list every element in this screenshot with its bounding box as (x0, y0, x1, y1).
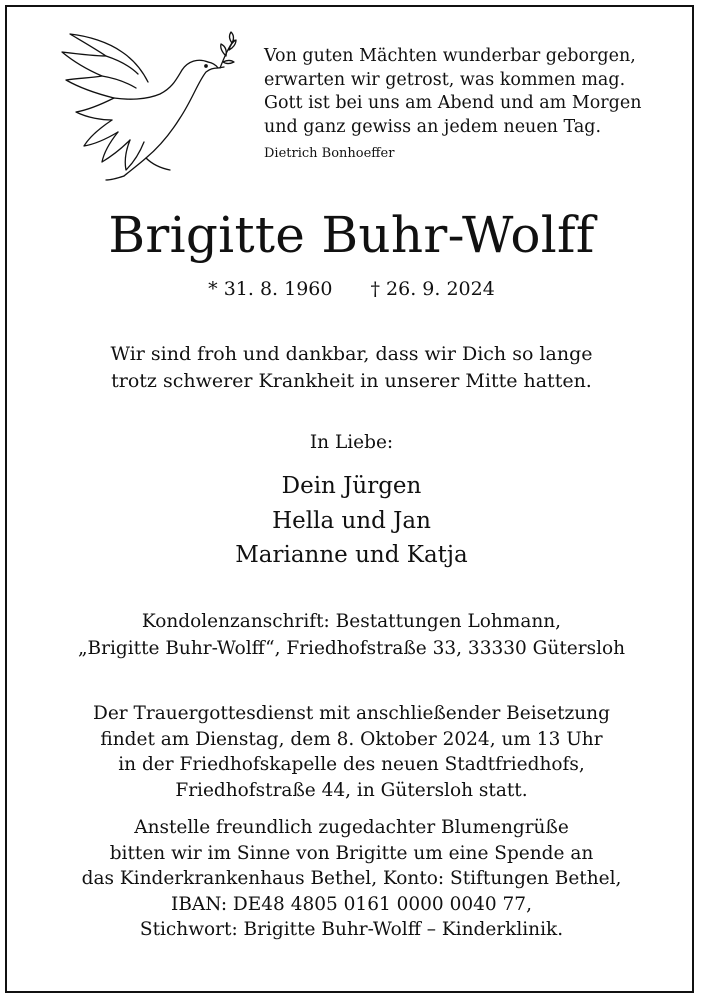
service-line: in der Friedhofskapelle des neuen Stadtfriedhofs, (118, 754, 585, 775)
family-member: Hella und Jan (272, 507, 431, 534)
quote-line: erwarten wir getrost, was kommen mag. (264, 69, 626, 90)
service-line: Der Trauergottesdienst mit anschließender Beisetzung (93, 703, 610, 724)
condolence-line: Kondolenzanschrift: Bestattungen Lohmann, (141, 611, 562, 632)
donation-line: IBAN: DE48 4805 0161 0000 0040 77, (171, 893, 532, 915)
life-dates (0, 277, 703, 301)
condolence-line: „Brigitte Buhr-Wolff“, Friedhofstraße 33, 33330 Gütersloh (77, 637, 626, 659)
donation-line: bitten wir im Sinne von Brigitte um eine Spende an (109, 842, 594, 864)
family-names (0, 469, 703, 573)
donation-line: das Kinderkrankenhaus Bethel, Konto: Stiftungen Bethel, (81, 868, 622, 889)
message-line: Wir sind froh und dankbar, dass wir Dich so lange (110, 343, 593, 365)
donation-info (0, 815, 703, 943)
family-member: Marianne und Katja (235, 542, 468, 568)
birth-date: * 31. 8. 1960 (208, 278, 333, 300)
bonhoeffer-quote (264, 45, 642, 163)
message-line: trotz schwerer Krankheit in unserer Mitte hatten. (111, 370, 592, 392)
donation-line: Stichwort: Brigitte Buhr-Wolff – Kinderklinik. (139, 919, 564, 940)
service-line: Friedhofstraße 44, in Gütersloh statt. (175, 779, 528, 801)
service-line: findet am Dienstag, dem 8. Oktober 2024, um 13 Uhr (100, 728, 603, 750)
family-member: Dein Jürgen (281, 473, 422, 499)
funeral-service-info (0, 701, 703, 803)
gratitude-message (0, 341, 703, 395)
quote-line: und ganz gewiss an jedem neuen Tag. (264, 116, 602, 137)
deceased-name: Brigitte Buhr-Wolff (108, 206, 595, 264)
dove-icon (48, 28, 238, 183)
quote-line: Gott ist bei uns am Abend und am Morgen (264, 93, 642, 113)
in-love-label: In Liebe: (309, 432, 394, 453)
donation-line: Anstelle freundlich zugedachter Blumengrüße (134, 817, 569, 838)
quote-line: Von guten Mächten wunderbar geborgen, (264, 46, 636, 66)
death-date: † 26. 9. 2024 (370, 278, 495, 300)
condolence-address (0, 609, 703, 662)
quote-author: Dietrich Bonhoeffer (264, 146, 395, 161)
